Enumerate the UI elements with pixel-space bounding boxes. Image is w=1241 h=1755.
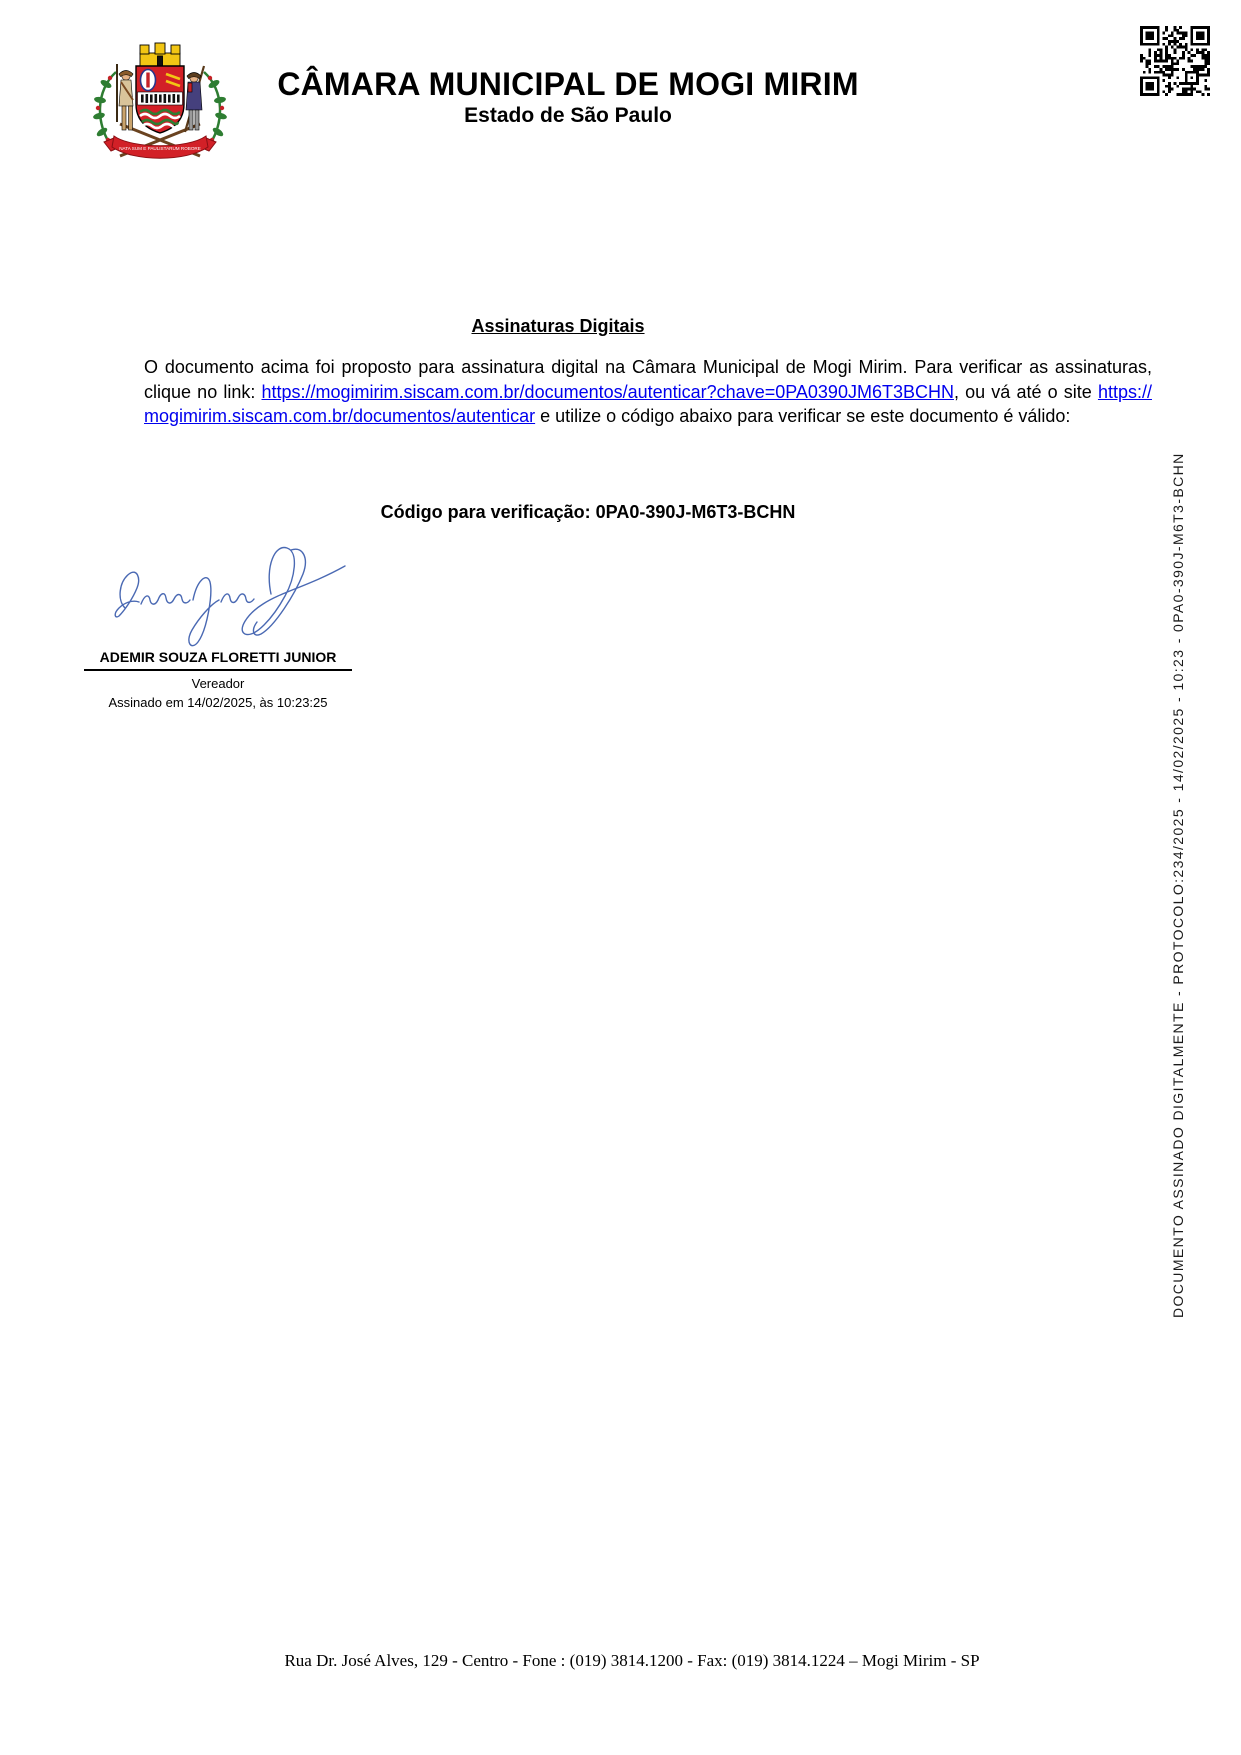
page-title: CÂMARA MUNICIPAL DE MOGI MIRIM (277, 66, 859, 102)
verification-code: Código para verificação: 0PA0-390J-M6T3-BCHN (380, 502, 796, 522)
authenticate-with-key-link[interactable]: https://mogimirim.siscam.com.br/documentos/autenticar?chave=0PA0390JM6T3BCHN (261, 381, 954, 402)
page-subtitle: Estado de São Paulo (464, 104, 672, 127)
crest-motto-text: NATA SUM E PAULISTARUM ROBORE (119, 146, 201, 151)
paragraph-text: O documento acima foi proposto para assinatura digital na Câmara Municipal de Mogi Mirim. Para verificar as assinaturas, clique no link: (144, 357, 1152, 402)
handwritten-signature-icon (95, 530, 357, 654)
section-title: Assinaturas Digitais (471, 316, 645, 336)
signing-timestamp: Assinado em 14/02/2025, às 10:23:25 (108, 695, 328, 710)
vertical-protocol-label: DOCUMENTO ASSINADO DIGITALMENTE - PROTOCOLO:234/2025 - 14/02/2025 - 10:23 - 0PA0-390J-M6T3-BCHN (1170, 452, 1186, 1318)
verification-paragraph (144, 355, 1152, 429)
footer-address: Rua Dr. José Alves, 129 - Centro - Fone : (019) 3814.1200 - Fax: (019) 3814.1224 – Mogi Mirim - SP (284, 1651, 980, 1670)
authenticate-link[interactable]: https://mogimirim.siscam.com.br/documentos/autenticar (144, 381, 1152, 426)
paragraph-text: e utilize o código abaixo para verificar se este documento é válido: (535, 406, 1071, 426)
coat-of-arms-icon (84, 36, 236, 166)
signer-role: Vereador (191, 676, 245, 691)
signer-name: ADEMIR SOUZA FLORETTI JUNIOR (84, 649, 352, 671)
qr-code-icon (1140, 26, 1210, 96)
paragraph-text: , ou vá até o site (953, 381, 1098, 402)
